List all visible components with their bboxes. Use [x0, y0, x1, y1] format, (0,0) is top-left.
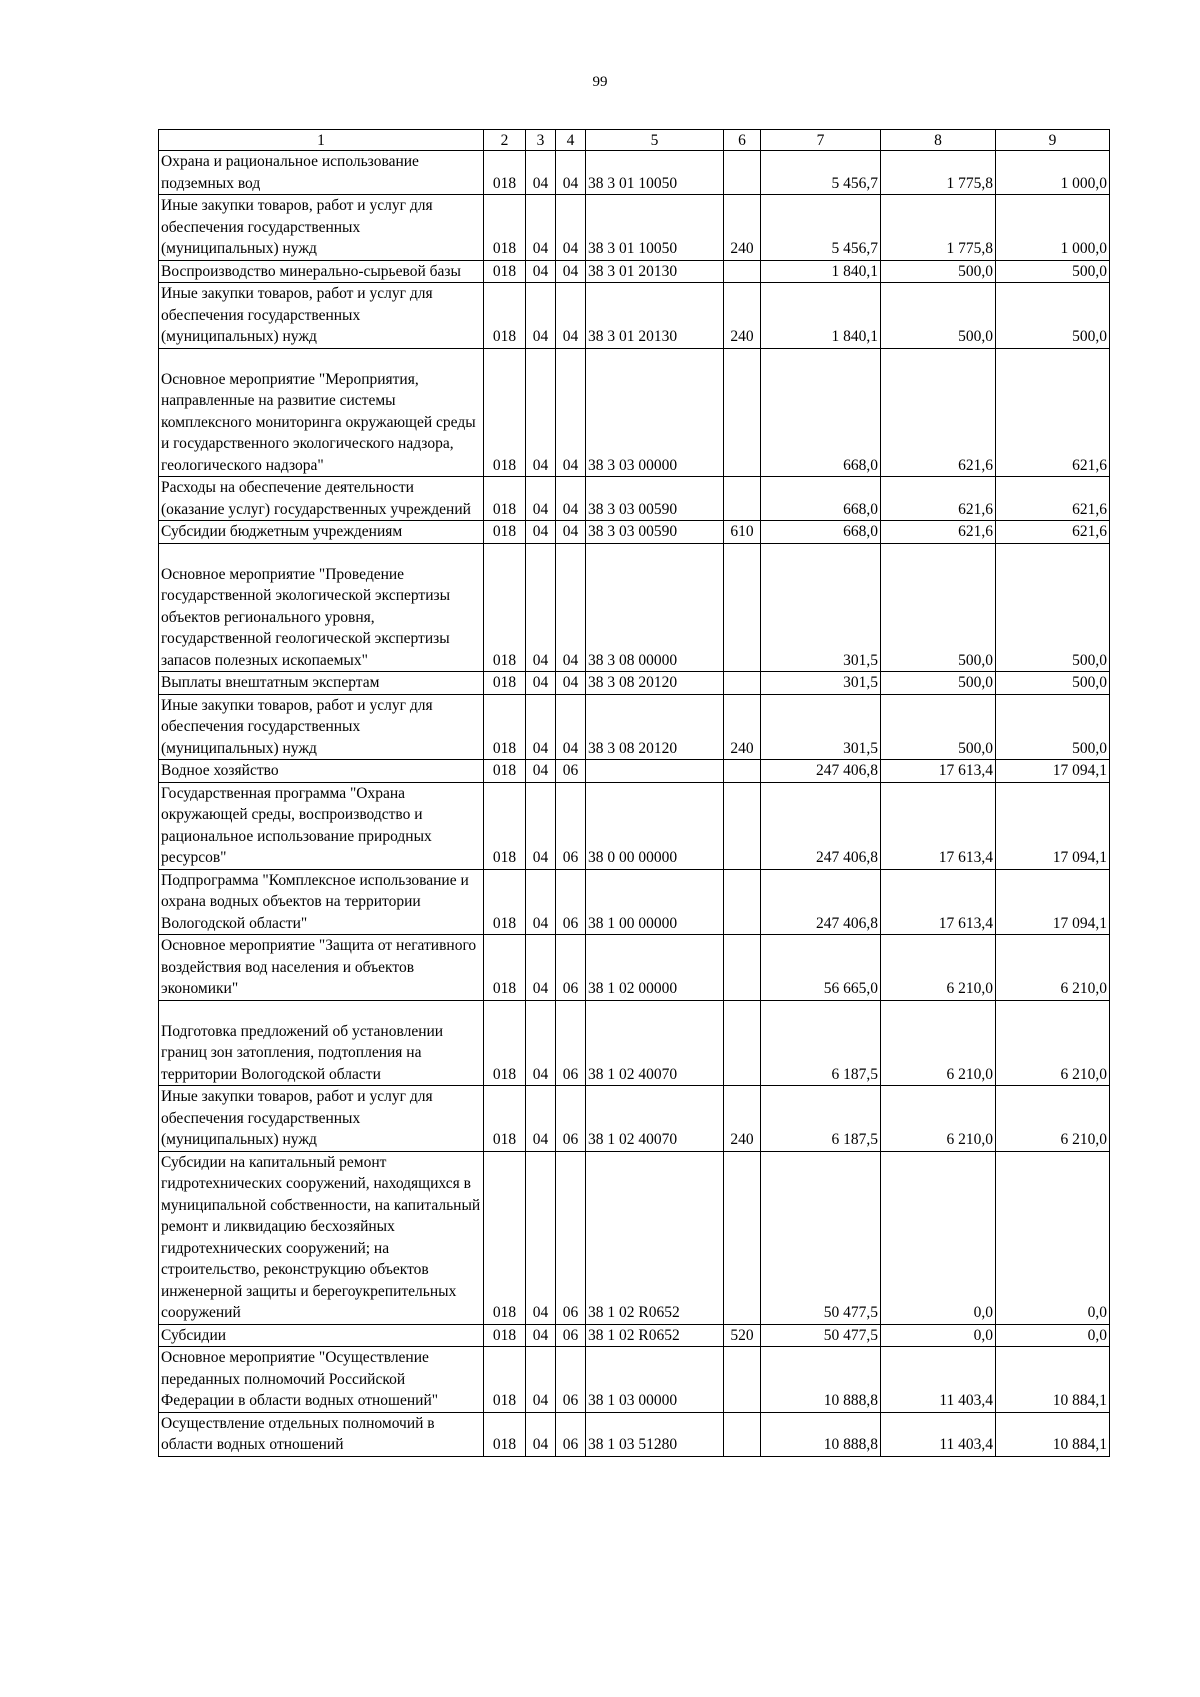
code-cell: 38 1 00 00000: [586, 869, 724, 935]
table-row: [159, 935, 1110, 1001]
amount-cell: 500,0: [881, 543, 996, 672]
code-cell: 018: [484, 1086, 526, 1152]
table-row: [159, 1086, 1110, 1152]
amount-cell: 17 094,1: [996, 760, 1110, 783]
code-cell: 04: [556, 151, 586, 195]
code-cell: 018: [484, 195, 526, 261]
amount-cell: 500,0: [996, 694, 1110, 760]
code-cell: 38 1 03 00000: [586, 1347, 724, 1413]
code-cell: 04: [526, 1347, 556, 1413]
amount-cell: 247 406,8: [761, 869, 881, 935]
row-name-cell: Выплаты внештатным экспертам: [159, 672, 484, 695]
code-cell: 06: [556, 1347, 586, 1413]
row-name-cell: Основное мероприятие "Осуществление переданных полномочий Российской Федерации в области водных отношений": [159, 1347, 484, 1413]
row-name-cell: [159, 543, 484, 672]
amount-cell: 247 406,8: [761, 760, 881, 783]
row-name-cell: Иные закупки товаров, работ и услуг для обеспечения государственных (муниципальных) нужд: [159, 283, 484, 349]
code-cell: 240: [724, 1086, 761, 1152]
code-cell: [724, 935, 761, 1001]
code-cell: 018: [484, 935, 526, 1001]
amount-cell: 1 840,1: [761, 260, 881, 283]
code-cell: 018: [484, 1324, 526, 1347]
table-row: [159, 348, 1110, 477]
code-cell: 04: [556, 348, 586, 477]
amount-cell: 6 210,0: [996, 935, 1110, 1001]
code-cell: 018: [484, 260, 526, 283]
code-cell: [724, 151, 761, 195]
code-cell: 06: [556, 760, 586, 783]
header-cell: 8: [881, 130, 996, 151]
code-cell: [586, 760, 724, 783]
code-cell: 018: [484, 869, 526, 935]
table-row: [159, 283, 1110, 349]
code-cell: 610: [724, 521, 761, 544]
header-cell: 1: [159, 130, 484, 151]
code-cell: 38 1 03 51280: [586, 1412, 724, 1456]
code-cell: 38 1 02 40070: [586, 1000, 724, 1086]
budget-table: [158, 129, 1110, 1457]
row-name-cell: Подпрограмма "Комплексное использование и охрана водных объектов на территории Вологодской области": [159, 869, 484, 935]
code-cell: [724, 782, 761, 869]
amount-cell: 10 888,8: [761, 1412, 881, 1456]
code-cell: 018: [484, 672, 526, 695]
table-row: [159, 1324, 1110, 1347]
table-row: [159, 521, 1110, 544]
code-cell: 04: [526, 1086, 556, 1152]
amount-cell: 17 094,1: [996, 869, 1110, 935]
amount-cell: 17 613,4: [881, 782, 996, 869]
amount-cell: 6 210,0: [996, 1000, 1110, 1086]
amount-cell: 621,6: [996, 477, 1110, 521]
amount-cell: 50 477,5: [761, 1151, 881, 1324]
amount-cell: 6 210,0: [881, 935, 996, 1001]
code-cell: 04: [526, 672, 556, 695]
amount-cell: 6 210,0: [881, 1000, 996, 1086]
amount-cell: 10 884,1: [996, 1347, 1110, 1413]
amount-cell: 500,0: [996, 260, 1110, 283]
code-cell: 04: [526, 935, 556, 1001]
code-cell: 018: [484, 283, 526, 349]
code-cell: [724, 760, 761, 783]
code-cell: 38 3 01 10050: [586, 151, 724, 195]
code-cell: 520: [724, 1324, 761, 1347]
amount-cell: 0,0: [881, 1151, 996, 1324]
amount-cell: 621,6: [881, 521, 996, 544]
amount-cell: 0,0: [881, 1324, 996, 1347]
code-cell: 04: [526, 1412, 556, 1456]
table-row: [159, 543, 1110, 672]
code-cell: [724, 1151, 761, 1324]
amount-cell: 621,6: [881, 348, 996, 477]
code-cell: 018: [484, 1151, 526, 1324]
code-cell: [724, 1000, 761, 1086]
code-cell: 04: [556, 195, 586, 261]
code-cell: 04: [526, 477, 556, 521]
row-name-text: Подготовка предложений об установлении границ зон затопления, подтопления на территории Вологодской области: [161, 1022, 444, 1083]
code-cell: 04: [556, 543, 586, 672]
code-cell: 04: [526, 1151, 556, 1324]
code-cell: 04: [526, 782, 556, 869]
table-row: [159, 477, 1110, 521]
table-row: [159, 1151, 1110, 1324]
amount-cell: 56 665,0: [761, 935, 881, 1001]
code-cell: 06: [556, 1412, 586, 1456]
header-cell: 4: [556, 130, 586, 151]
row-name-cell: Воспроизводство минерально-сырьевой базы: [159, 260, 484, 283]
code-cell: 04: [556, 283, 586, 349]
amount-cell: 1 000,0: [996, 195, 1110, 261]
code-cell: 04: [526, 694, 556, 760]
page-number: 99: [592, 74, 608, 90]
table-row: [159, 1000, 1110, 1086]
code-cell: 06: [556, 1151, 586, 1324]
amount-cell: 5 456,7: [761, 151, 881, 195]
code-cell: 06: [556, 1324, 586, 1347]
code-cell: 240: [724, 195, 761, 261]
row-name-cell: Субсидии бюджетным учреждениям: [159, 521, 484, 544]
amount-cell: 6 210,0: [996, 1086, 1110, 1152]
amount-cell: 10 888,8: [761, 1347, 881, 1413]
code-cell: 04: [526, 760, 556, 783]
code-cell: 04: [526, 1324, 556, 1347]
table-row: [159, 1347, 1110, 1413]
row-name-cell: Иные закупки товаров, работ и услуг для обеспечения государственных (муниципальных) нужд: [159, 694, 484, 760]
code-cell: 018: [484, 782, 526, 869]
amount-cell: 500,0: [881, 694, 996, 760]
code-cell: [724, 869, 761, 935]
code-cell: 018: [484, 348, 526, 477]
code-cell: 018: [484, 151, 526, 195]
row-name-cell: [159, 1000, 484, 1086]
code-cell: 06: [556, 935, 586, 1001]
amount-cell: 247 406,8: [761, 782, 881, 869]
amount-cell: 668,0: [761, 348, 881, 477]
amount-cell: 500,0: [881, 283, 996, 349]
header-cell: 7: [761, 130, 881, 151]
code-cell: 04: [526, 869, 556, 935]
code-cell: 04: [526, 543, 556, 672]
code-cell: [724, 1347, 761, 1413]
table-body: [159, 130, 1110, 1457]
code-cell: 38 1 02 R0652: [586, 1324, 724, 1347]
code-cell: [724, 477, 761, 521]
row-name-cell: Охрана и рациональное использование подземных вод: [159, 151, 484, 195]
code-cell: 018: [484, 1412, 526, 1456]
code-cell: 04: [526, 1000, 556, 1086]
table-row: [159, 151, 1110, 195]
row-name-cell: Осуществление отдельных полномочий в области водных отношений: [159, 1412, 484, 1456]
code-cell: 38 1 02 R0652: [586, 1151, 724, 1324]
row-name-cell: Субсидии на капитальный ремонт гидротехнических сооружений, находящихся в муниципальной собственности, на капитальный ремонт и ликвидацию бесхозяйных гидротехнических сооружений; на строительство, реконструкцию объектов инженерной защиты и берегоукрепительных сооружений: [159, 1151, 484, 1324]
amount-cell: 17 613,4: [881, 760, 996, 783]
code-cell: 04: [526, 195, 556, 261]
amount-cell: 50 477,5: [761, 1324, 881, 1347]
row-name-cell: Субсидии: [159, 1324, 484, 1347]
code-cell: [724, 672, 761, 695]
row-name-cell: Иные закупки товаров, работ и услуг для обеспечения государственных (муниципальных) нужд: [159, 1086, 484, 1152]
amount-cell: 500,0: [881, 260, 996, 283]
header-cell: 3: [526, 130, 556, 151]
row-name-text: Основное мероприятие "Мероприятия, направленные на развитие системы комплексного мониторинга окружающей среды и государственного экологического надзора, геологического надзора": [161, 370, 476, 474]
code-cell: 04: [556, 672, 586, 695]
row-name-cell: Водное хозяйство: [159, 760, 484, 783]
row-name-cell: Иные закупки товаров, работ и услуг для обеспечения государственных (муниципальных) нужд: [159, 195, 484, 261]
amount-cell: 6 187,5: [761, 1000, 881, 1086]
amount-cell: 6 187,5: [761, 1086, 881, 1152]
amount-cell: 500,0: [881, 672, 996, 695]
amount-cell: 6 210,0: [881, 1086, 996, 1152]
amount-cell: 1 000,0: [996, 151, 1110, 195]
amount-cell: 500,0: [996, 672, 1110, 695]
amount-cell: 668,0: [761, 521, 881, 544]
amount-cell: 301,5: [761, 694, 881, 760]
code-cell: 04: [556, 694, 586, 760]
code-cell: 06: [556, 1086, 586, 1152]
code-cell: [724, 543, 761, 672]
header-cell: 6: [724, 130, 761, 151]
amount-cell: 621,6: [881, 477, 996, 521]
amount-cell: 621,6: [996, 348, 1110, 477]
code-cell: 38 3 01 20130: [586, 260, 724, 283]
code-cell: 018: [484, 543, 526, 672]
code-cell: 240: [724, 283, 761, 349]
code-cell: 240: [724, 694, 761, 760]
amount-cell: 0,0: [996, 1324, 1110, 1347]
table-header-row: [159, 130, 1110, 151]
code-cell: 04: [556, 477, 586, 521]
row-name-cell: Расходы на обеспечение деятельности (оказание услуг) государственных учреждений: [159, 477, 484, 521]
table-row: [159, 760, 1110, 783]
code-cell: 06: [556, 869, 586, 935]
table-row: [159, 195, 1110, 261]
amount-cell: 10 884,1: [996, 1412, 1110, 1456]
code-cell: 38 3 08 20120: [586, 672, 724, 695]
amount-cell: 5 456,7: [761, 195, 881, 261]
code-cell: 38 3 03 00000: [586, 348, 724, 477]
code-cell: [724, 1412, 761, 1456]
code-cell: 04: [526, 151, 556, 195]
code-cell: 38 3 08 00000: [586, 543, 724, 672]
code-cell: 06: [556, 782, 586, 869]
code-cell: 38 3 03 00590: [586, 521, 724, 544]
row-name-cell: Государственная программа "Охрана окружающей среды, воспроизводство и рациональное использование природных ресурсов": [159, 782, 484, 869]
code-cell: 38 3 01 20130: [586, 283, 724, 349]
code-cell: 018: [484, 760, 526, 783]
table-row: [159, 782, 1110, 869]
table-row: [159, 694, 1110, 760]
table-row: [159, 260, 1110, 283]
code-cell: 06: [556, 1000, 586, 1086]
code-cell: 04: [526, 260, 556, 283]
amount-cell: 301,5: [761, 543, 881, 672]
code-cell: [724, 348, 761, 477]
code-cell: 04: [556, 260, 586, 283]
row-name-cell: Основное мероприятие "Защита от негативного воздействия вод населения и объектов экономики": [159, 935, 484, 1001]
code-cell: 04: [526, 348, 556, 477]
code-cell: [724, 260, 761, 283]
code-cell: 018: [484, 1347, 526, 1413]
header-cell: 2: [484, 130, 526, 151]
code-cell: 04: [556, 521, 586, 544]
header-cell: 5: [586, 130, 724, 151]
amount-cell: 17 094,1: [996, 782, 1110, 869]
code-cell: 04: [526, 521, 556, 544]
amount-cell: 500,0: [996, 543, 1110, 672]
code-cell: 018: [484, 694, 526, 760]
amount-cell: 301,5: [761, 672, 881, 695]
code-cell: 38 3 08 20120: [586, 694, 724, 760]
amount-cell: 621,6: [996, 521, 1110, 544]
row-name-text: Основное мероприятие "Проведение государственной экологической экспертизы объектов регионального уровня, государственной геологической экспертизы запасов полезных ископаемых": [161, 565, 451, 669]
header-cell: 9: [996, 130, 1110, 151]
code-cell: 018: [484, 1000, 526, 1086]
row-name-cell: [159, 348, 484, 477]
table-row: [159, 1412, 1110, 1456]
code-cell: 38 0 00 00000: [586, 782, 724, 869]
code-cell: 38 1 02 40070: [586, 1086, 724, 1152]
amount-cell: 668,0: [761, 477, 881, 521]
code-cell: 018: [484, 521, 526, 544]
code-cell: 018: [484, 477, 526, 521]
amount-cell: 1 775,8: [881, 151, 996, 195]
amount-cell: 1 840,1: [761, 283, 881, 349]
code-cell: 38 3 03 00590: [586, 477, 724, 521]
amount-cell: 11 403,4: [881, 1347, 996, 1413]
amount-cell: 1 775,8: [881, 195, 996, 261]
amount-cell: 11 403,4: [881, 1412, 996, 1456]
amount-cell: 0,0: [996, 1151, 1110, 1324]
amount-cell: 17 613,4: [881, 869, 996, 935]
code-cell: 04: [526, 283, 556, 349]
code-cell: 38 3 01 10050: [586, 195, 724, 261]
table-row: [159, 672, 1110, 695]
table-row: [159, 869, 1110, 935]
amount-cell: 500,0: [996, 283, 1110, 349]
code-cell: 38 1 02 00000: [586, 935, 724, 1001]
